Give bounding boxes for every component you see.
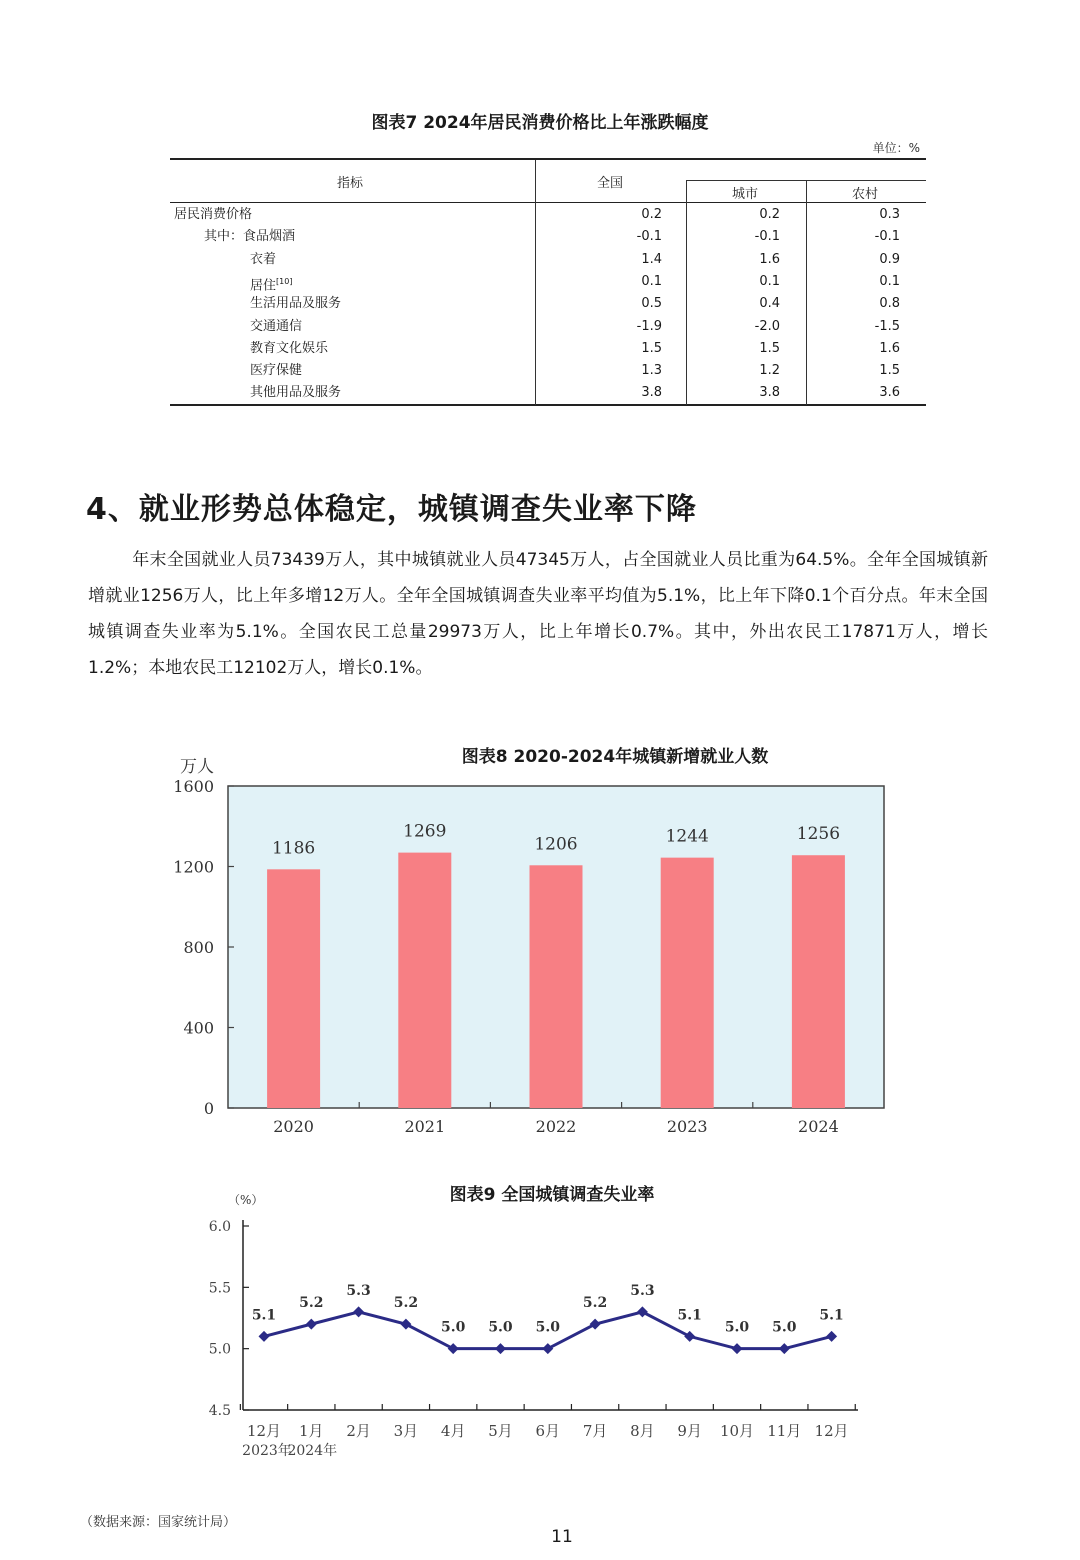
chart9-x-tick-label: 3月 <box>393 1422 419 1440</box>
chart8-bar <box>792 855 845 1108</box>
chart9-point <box>259 1331 270 1342</box>
section-heading: 4、就业形势总体稳定，城镇调查失业率下降 <box>86 492 697 527</box>
chart9-title: 图表9 全国城镇调查失业率 <box>449 1185 655 1205</box>
chart8-bar <box>530 865 583 1108</box>
page-number: 11 <box>551 1527 573 1547</box>
chart9-x-tick-label: 11月 <box>767 1422 802 1440</box>
footnote-ref: [10] <box>276 276 293 286</box>
chart8-y-tick-label: 0 <box>203 1099 214 1118</box>
chart9-data-label: 5.0 <box>488 1319 513 1336</box>
chart9-point <box>495 1343 506 1354</box>
chart8-data-label: 1186 <box>271 838 316 859</box>
cell-rural: -1.5 <box>874 318 900 334</box>
chart8-bar <box>398 853 451 1108</box>
chart9-point <box>826 1331 837 1342</box>
chart8-y-tick-label: 400 <box>183 1018 214 1038</box>
chart9-point <box>400 1319 411 1330</box>
chart9-data-label: 5.0 <box>535 1319 560 1336</box>
chart8-bar <box>661 858 714 1108</box>
cell-urban: 0.1 <box>759 273 780 289</box>
chart8-y-tick-label: 1600 <box>173 777 214 796</box>
table-row <box>170 249 926 271</box>
cell-nation: 0.1 <box>641 273 662 289</box>
cell-urban: 1.6 <box>759 251 780 267</box>
chart8-x-tick-label: 2023 <box>666 1117 708 1136</box>
data-source-note: （数据来源：国家统计局） <box>80 1515 237 1530</box>
cell-rural: 1.5 <box>879 363 900 379</box>
row-label: 衣着 <box>250 251 277 267</box>
chart8-data-label: 1206 <box>534 834 578 855</box>
cell-nation: 0.5 <box>641 296 662 312</box>
row-label: 其他用品及服务 <box>250 385 342 401</box>
chart9-x-tick-label: 8月 <box>630 1422 655 1440</box>
chart9-y-tick-label: 5.5 <box>208 1280 231 1297</box>
chart8-data-label: 1244 <box>665 826 709 847</box>
chart8-x-tick-label: 2022 <box>535 1117 577 1136</box>
chart9-x-tick-label: 12月 <box>814 1422 849 1440</box>
chart9-point <box>353 1306 364 1317</box>
cell-urban: -0.1 <box>754 229 780 245</box>
table7-header-rural: 农村 <box>851 187 878 202</box>
cell-urban: -2.0 <box>754 318 780 334</box>
chart9-point <box>542 1343 553 1354</box>
chart9-data-label: 5.3 <box>630 1282 655 1299</box>
chart8-x-tick-label: 2021 <box>404 1117 446 1136</box>
chart9-x-tick-label: 12月 <box>246 1422 282 1440</box>
cell-nation: 3.8 <box>641 385 662 401</box>
chart9-y-tick-label: 4.5 <box>208 1403 231 1419</box>
table7-header-rule <box>170 202 926 203</box>
table-row <box>170 204 926 226</box>
row-label: 医疗保健 <box>250 363 303 379</box>
cell-rural: 3.6 <box>879 385 900 401</box>
row-label: 教育文化娱乐 <box>250 340 329 356</box>
chart9-data-label: 5.1 <box>819 1307 844 1324</box>
cell-rural: 1.6 <box>879 340 900 356</box>
row-label: 生活用品及服务 <box>250 296 342 312</box>
table-row <box>170 316 926 338</box>
cell-nation: 1.4 <box>641 251 662 267</box>
chart9-y-tick-label: 5.0 <box>208 1341 231 1358</box>
chart8-x-tick-label: 2020 <box>273 1117 314 1136</box>
chart9-point <box>448 1343 459 1354</box>
cell-nation: -1.9 <box>636 318 662 334</box>
table7-header-urban: 城市 <box>731 187 758 202</box>
chart8-bar <box>267 869 320 1108</box>
chart8-y-tick-label: 1200 <box>173 857 214 877</box>
cell-nation: 0.2 <box>641 207 662 222</box>
chart9-point <box>306 1319 317 1330</box>
chart9-point <box>590 1319 601 1330</box>
cell-urban: 1.5 <box>759 340 780 356</box>
chart9-data-label: 5.1 <box>677 1307 702 1324</box>
cell-rural: 0.8 <box>879 296 900 312</box>
chart9-data-label: 5.3 <box>346 1282 371 1299</box>
chart9-point <box>637 1306 648 1317</box>
chart9-point <box>779 1343 790 1354</box>
cell-nation: -0.1 <box>636 229 662 245</box>
chart9-y-tick-label: 6.0 <box>208 1219 231 1235</box>
table-row <box>170 382 926 404</box>
chart9-x-tick-label: 1月 <box>299 1422 324 1440</box>
chart8-y-tick-label: 800 <box>183 938 214 957</box>
chart8-data-label: 1256 <box>796 824 841 845</box>
chart9-x-tick-label: 4月 <box>440 1422 466 1440</box>
table7-unit: 单位：% <box>872 141 920 155</box>
cell-urban: 1.2 <box>759 363 780 379</box>
cell-urban: 0.4 <box>759 296 780 312</box>
cell-rural: 0.3 <box>879 207 900 222</box>
chart9-x-tick-label: 9月 <box>677 1422 702 1440</box>
chart8-x-tick-label: 2024 <box>798 1117 839 1136</box>
chart8-data-label: 1269 <box>403 821 447 842</box>
table-row <box>170 338 926 360</box>
cell-urban: 0.2 <box>759 207 780 222</box>
chart9-point <box>732 1343 743 1354</box>
chart8-bar-chart <box>150 736 920 1146</box>
table-row <box>170 271 926 293</box>
table7-header-nation: 全国 <box>596 176 623 191</box>
chart9-year-label: 2024年 <box>287 1443 338 1459</box>
chart9-x-tick-label: 6月 <box>535 1422 561 1440</box>
cell-rural: 0.1 <box>879 273 900 289</box>
cell-urban: 3.8 <box>759 385 780 401</box>
chart9-point <box>684 1331 695 1342</box>
chart9-data-label: 5.0 <box>441 1319 466 1336</box>
table-row <box>170 293 926 315</box>
chart9-x-tick-label: 5月 <box>488 1422 513 1440</box>
chart9-data-label: 5.2 <box>299 1295 324 1312</box>
chart9-data-label: 5.2 <box>393 1295 419 1312</box>
cell-nation: 1.3 <box>641 363 662 379</box>
chart9-x-tick-label: 7月 <box>582 1422 608 1440</box>
table7-title: 图表7 2024年居民消费价格比上年涨跌幅度 <box>371 113 709 133</box>
cell-rural: -0.1 <box>874 229 900 245</box>
chart9-y-unit: （%） <box>228 1193 264 1207</box>
row-label: 其中：食品烟酒 <box>204 229 296 245</box>
cell-rural: 0.9 <box>879 251 900 267</box>
row-label: 居民消费价格 <box>174 207 253 222</box>
row-label: 居住[10] <box>250 276 293 294</box>
chart8-title: 图表8 2020-2024年城镇新增就业人数 <box>461 747 769 767</box>
chart8-y-unit: 万人 <box>180 757 214 777</box>
row-label: 交通通信 <box>250 318 303 334</box>
chart9-line-chart <box>180 1176 900 1476</box>
table7-header-indicator: 指标 <box>336 176 363 191</box>
chart9-data-label: 5.1 <box>251 1307 277 1324</box>
chart9-year-label: 2023年 <box>242 1443 292 1459</box>
table7-top-rule <box>170 158 926 160</box>
chart9-x-tick-label: 10月 <box>719 1422 755 1440</box>
section-paragraph: 年末全国就业人员73439万人，其中城镇就业人员47345万人，占全国就业人员比重为64.5%。全年全国城镇新增就业1256万人，比上年多增12万人。全年全国城镇调查失业率平均值为5.1%，比上年下降0.1个百分点。年末全国城镇调查失业率为5.1%。全国农民工总量29973万人，比上年增长0.7%。其中，外出农民工17871万人，增长1.2%；本地农民工12102万人，增长0.1%。 <box>88 550 988 678</box>
table-row <box>170 226 926 248</box>
chart9-data-label: 5.0 <box>724 1319 750 1336</box>
table-row <box>170 360 926 382</box>
chart9-data-label: 5.0 <box>772 1319 797 1336</box>
chart9-data-label: 5.2 <box>582 1295 608 1312</box>
chart9-x-tick-label: 2月 <box>346 1422 371 1440</box>
cell-nation: 1.5 <box>641 340 662 356</box>
